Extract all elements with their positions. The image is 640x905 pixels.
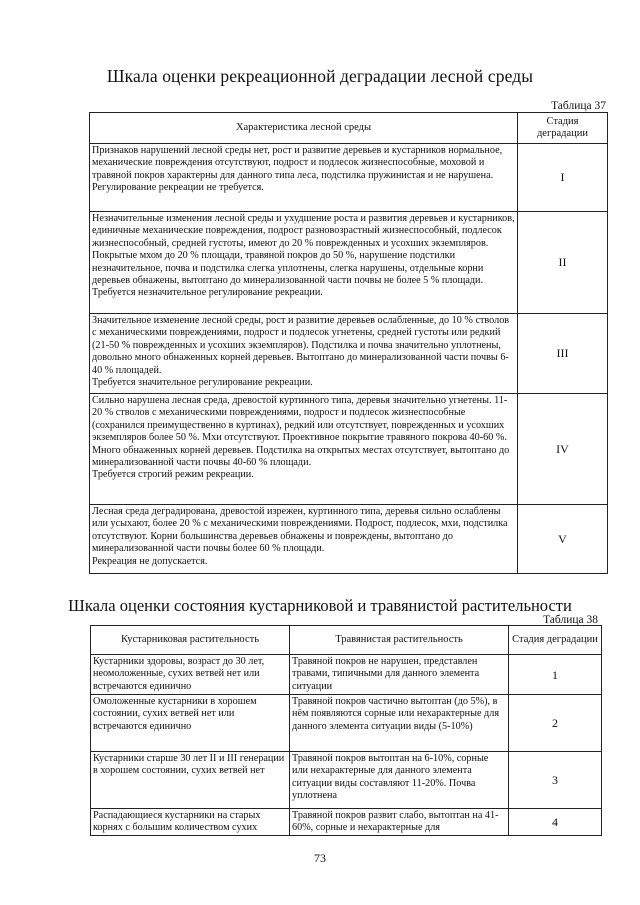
row-characteristic <box>90 505 518 574</box>
table-header-row <box>91 626 602 655</box>
vegetation-table <box>90 625 602 836</box>
row-stage: II <box>518 212 608 314</box>
row-stage: 4 <box>509 809 602 836</box>
row-recreation: Рекреация не допускается. <box>92 555 208 567</box>
page-number: 73 <box>314 851 326 865</box>
header-shrub: Кустарниковая растительность <box>91 626 290 655</box>
row-shrub: Кустарники старше 30 лет II и III генерации в хорошем состоянии, сухих ветвей нет <box>91 752 290 809</box>
row-text: Значительное изменение лесной среды, рост и развитие деревьев ослабленные, до 10 % стволов с механическими повреждениями, подрост и подлесок угнетены, средней густоты или редкий (21-50 % поврежденных и усохших экземпляров). Подстилка и почва значительно уплотнены, довольно много обнаженных корней деревьев. Вытоптано до минерализованной части почвы 6-40 % площадей. <box>92 315 510 376</box>
page-title: Шкала оценки рекреационной деградации лесной среды <box>106 66 534 86</box>
row-characteristic <box>90 212 518 314</box>
row-shrub: Омоложенные кустарники в хорошем состоянии, сухих ветвей нет или встречаются единично <box>91 695 290 752</box>
row-stage: V <box>518 505 608 574</box>
section-title: Шкала оценки состояния кустарниковой и травянистой растительности <box>68 596 572 615</box>
table-38-label: Таблица 38 <box>543 614 598 626</box>
header-grass: Травянистая растительность <box>290 626 509 655</box>
table-row <box>91 809 602 836</box>
header-stage: Стадия деградации <box>518 113 608 144</box>
table-row <box>90 505 608 574</box>
table-row <box>90 144 608 212</box>
row-recreation: Регулирование рекреации не требуется. <box>92 182 264 194</box>
row-text: Незначительные изменения лесной среды и ухудшение роста и развития деревьев и кустарников, единичные механические повреждения, подрост разновозрастный жизнеспособный, подлесок жизнеспособный, средней густоты, имеют до 20 % поврежденных и усохших экземпляров. Покрытые мхом до 20 % площади, травяной покров до 50 %, нарушение подстилки незначительное, почва и подстилка слегка уплотнены, слегка нарушены, отдельные корни деревьев обнажены, вытоптано до минерализованной части почвы не более 5 % площади. <box>92 213 515 287</box>
row-text: Признаков нарушений лесной среды нет, рост и развитие деревьев и кустарников нормальное, механические повреждения отсутствуют, подрост и подлесок жизнеспособные, моховой и травяной покров характерны для данного типа леса, подстилка пружинистая и не нарушена. <box>92 145 503 181</box>
row-stage: 2 <box>509 695 602 752</box>
table-row <box>90 394 608 505</box>
table-header-row <box>90 113 608 144</box>
row-text: Сильно нарушена лесная среда, древостой куртинного типа, деревья значительно угнетены. 11-20 % стволов с механическими повреждениями, подрост и подлесок жизнеспособные (сохранился преимущественно в куртинах), редкий или отсутствует, поврежденных и усохших экземпляров более 50 %. Мхи отсутствуют. Проективное покрытие травяного покрова 40-60 %. Много обнаженных корней деревьев. Подстилка на открытых местах отсутствует, вытоптано до минерализованной части почвы 40-60 % площади. <box>92 395 510 469</box>
table-row <box>91 695 602 752</box>
row-characteristic <box>90 144 518 212</box>
header-characteristic: Характеристика лесной среды <box>90 113 518 144</box>
row-recreation: Требуется значительное регулирование рекреации. <box>92 377 313 389</box>
table-row <box>91 655 602 695</box>
row-stage: IV <box>518 394 608 505</box>
row-stage: 1 <box>509 655 602 695</box>
table-row <box>91 752 602 809</box>
row-grass: Травяной покров не нарушен, представлен травами, типичными для данного элемента ситуации <box>290 655 509 695</box>
row-text: Лесная среда деградирована, древостой изрежен, куртинного типа, деревья сильно ослаблены или усыхают, более 20 % с механическими повреждениями. Подрост, подлесок, мхи, подстилка отсутствуют. Корни большинства деревьев обнажены и повреждены, вытоптано до минерализованной части почвы более 60 % площади. <box>92 506 508 555</box>
row-characteristic <box>90 314 518 394</box>
row-stage: 3 <box>509 752 602 809</box>
degradation-table <box>89 112 608 574</box>
table-row <box>90 212 608 314</box>
row-stage: I <box>518 144 608 212</box>
table-37-label: Таблица 37 <box>551 100 606 112</box>
row-stage: III <box>518 314 608 394</box>
row-characteristic <box>90 394 518 505</box>
header-stage: Стадия деградации <box>509 626 602 655</box>
row-recreation: Требуется строгий режим рекреации. <box>92 469 254 481</box>
table-row <box>90 314 608 394</box>
row-shrub: Распадающиеся кустарники на старых корнях с большим количеством сухих <box>91 809 290 836</box>
row-grass: Травяной покров вытоптан на 6-10%, сорные или нехарактерные для данного элемента ситуации виды составляют 11-20%. Почва уплотнена <box>290 752 509 809</box>
row-grass: Травяной покров развит слабо, вытоптан на 41-60%, сорные и нехарактерные для <box>290 809 509 836</box>
row-shrub: Кустарники здоровы, возраст до 30 лет, неомоложенные, сухих ветвей нет или встречаются единично <box>91 655 290 695</box>
row-grass: Травяной покров частично вытоптан (до 5%), в нём появляются сорные или нехарактерные для данного элемента ситуации виды (5-10%) <box>290 695 509 752</box>
row-recreation: Требуется незначительное регулирование рекреации. <box>92 287 323 299</box>
